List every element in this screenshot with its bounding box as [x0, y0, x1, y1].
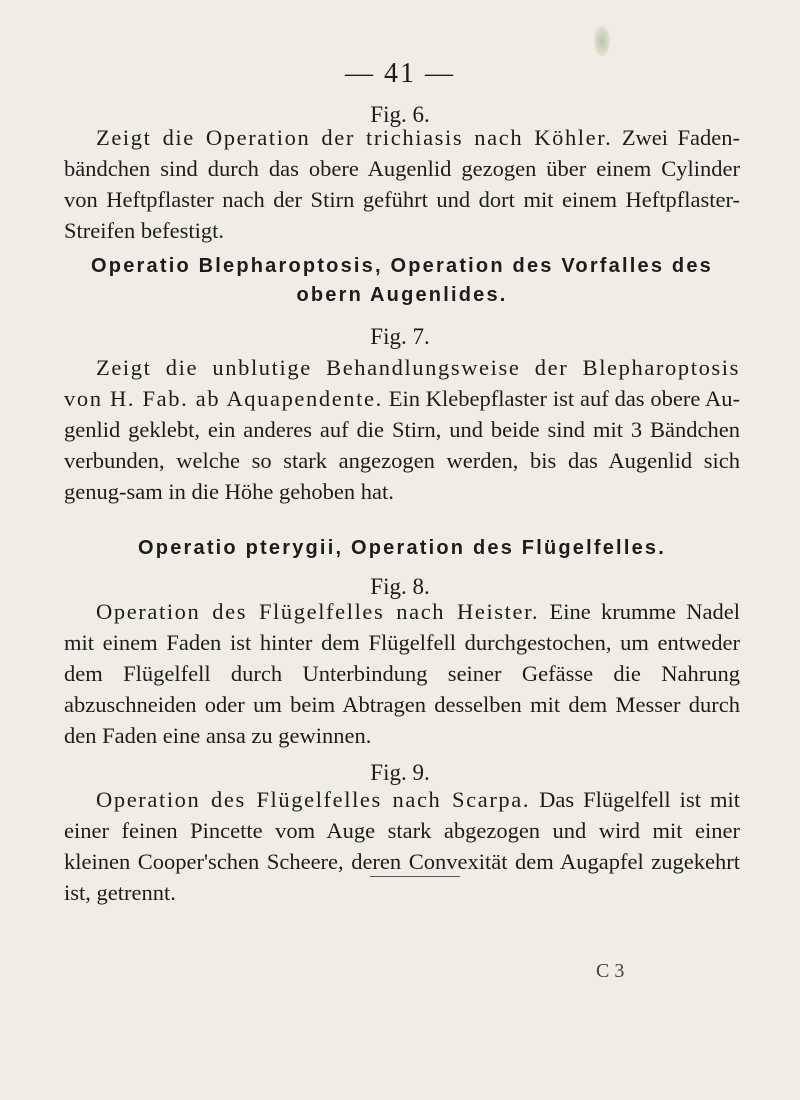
- caption-lead: Operation des Flügelfelles nach Scarpa.: [96, 787, 531, 812]
- section-heading-pterygii: Operatio pterygii, Operation des Flügelfelles.: [138, 537, 666, 559]
- figure-caption-7: [64, 352, 740, 507]
- figure-caption-9: [64, 784, 740, 908]
- figure-caption-6: [64, 122, 740, 246]
- caption-text: Eine krumme Nadel mit einem Faden ist hinter dem Flügelfell durchgestochen, um entweder dem Flügelfell durch Unterbindung seiner Gefässe die Nahrung abzuschneiden oder um beim Abtragen desselben mit dem Messer durch den Faden eine ansa zu gewinnen.: [64, 599, 741, 748]
- caption-lead: Zeigt die unblutige Behandlungsweise der Blepharoptosis von H. Fab. ab Aquapendente.: [64, 355, 740, 411]
- caption-text: Das Flügelfell ist mit einer feinen Pincette vom Auge stark abgezogen und wird mit einer kleinen Cooper'schen Scheere, deren Convexität dem Augapfel zugekehrt ist, getrennt.: [64, 787, 740, 905]
- horizontal-rule: [370, 876, 460, 877]
- figure-label-8: Fig. 8.: [370, 574, 430, 599]
- section-heading-blepharoptosis: Operatio Blepharoptosis, Operation des Vorfalles des obern Augenlides.: [91, 255, 713, 306]
- caption-text: Ein Klebepflaster ist auf das obere Au-genlid geklebt, ein anderes auf die Stirn, und beide sind mit 3 Bändchen verbunden, welche so stark angezogen werden, bis das Augenlid sich genug-sam in die Höhe gehoben hat.: [64, 386, 741, 504]
- caption-lead: Zeigt die Operation der trichiasis nach Köhler.: [96, 125, 613, 150]
- page-number: — 41 —: [345, 58, 455, 89]
- signature-mark: C 3: [596, 960, 625, 982]
- caption-text: Zwei Faden-bändchen sind durch das obere Augenlid gezogen über einem Cylinder von Heftpflaster nach der Stirn geführt und dort mit einem Heftpflaster-Streifen befestigt.: [64, 125, 741, 243]
- figure-label-9: Fig. 9.: [370, 760, 430, 785]
- caption-lead: Operation des Flügelfelles nach Heister.: [96, 599, 540, 624]
- paper-stain: [594, 26, 610, 56]
- figure-label-7: Fig. 7.: [370, 324, 430, 349]
- figure-caption-8: [64, 596, 740, 751]
- figure-label-6: Fig. 6.: [370, 102, 430, 127]
